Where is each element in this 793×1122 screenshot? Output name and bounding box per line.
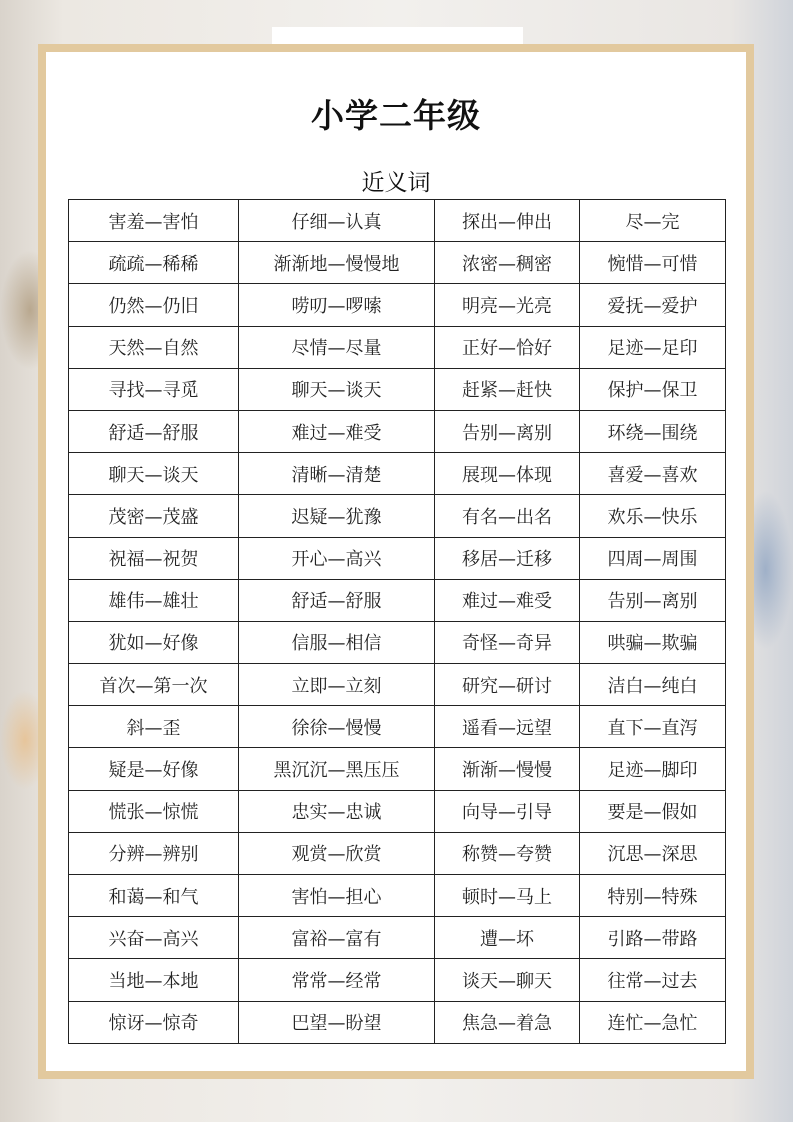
page-title: 小学二年级 (311, 96, 481, 135)
synonym-cell: 兴奋—高兴 (69, 917, 239, 959)
table-row (69, 495, 726, 537)
synonym-cell: 洁白—纯白 (580, 664, 726, 706)
synonym-cell: 当地—本地 (69, 959, 239, 1001)
synonym-cell: 有名—出名 (435, 495, 580, 537)
synonym-cell: 惋惜—可惜 (580, 242, 726, 284)
synonym-cell: 天然—自然 (69, 326, 239, 368)
synonym-cell: 爱抚—爱护 (580, 284, 726, 326)
synonym-cell: 正好—恰好 (435, 326, 580, 368)
synonym-table (68, 199, 726, 1044)
synonym-cell: 移居—迁移 (435, 537, 580, 579)
synonym-cell: 和蔼—和气 (69, 875, 239, 917)
synonym-cell: 害怕—担心 (239, 875, 435, 917)
synonym-cell: 喜爱—喜欢 (580, 453, 726, 495)
synonym-cell: 连忙—急忙 (580, 1001, 726, 1043)
table-row (69, 917, 726, 959)
table-row (69, 1001, 726, 1043)
synonym-cell: 遥看—远望 (435, 706, 580, 748)
synonym-cell: 慌张—惊慌 (69, 790, 239, 832)
synonym-cell: 要是—假如 (580, 790, 726, 832)
table-row (69, 368, 726, 410)
top-tab-strip (272, 27, 523, 45)
synonym-cell: 徐徐—慢慢 (239, 706, 435, 748)
synonym-cell: 黑沉沉—黑压压 (239, 748, 435, 790)
synonym-cell: 惊讶—惊奇 (69, 1001, 239, 1043)
table-row (69, 537, 726, 579)
synonym-cell: 向导—引导 (435, 790, 580, 832)
table-row (69, 326, 726, 368)
synonym-cell: 舒适—舒服 (69, 410, 239, 452)
table-row (69, 242, 726, 284)
document-paper (46, 52, 746, 1071)
synonym-cell: 聊天—谈天 (69, 453, 239, 495)
table-row (69, 410, 726, 452)
synonym-cell: 害羞—害怕 (69, 200, 239, 242)
synonym-cell: 沉思—深思 (580, 832, 726, 874)
synonym-cell: 尽情—尽量 (239, 326, 435, 368)
synonym-cell: 巴望—盼望 (239, 1001, 435, 1043)
synonym-cell: 遭—坏 (435, 917, 580, 959)
synonym-cell: 唠叨—啰嗦 (239, 284, 435, 326)
synonym-cell: 探出—伸出 (435, 200, 580, 242)
synonym-cell: 忠实—忠诚 (239, 790, 435, 832)
synonym-cell: 浓密—稠密 (435, 242, 580, 284)
synonym-cell: 难过—难受 (435, 579, 580, 621)
table-row (69, 453, 726, 495)
synonym-cell: 焦急—着急 (435, 1001, 580, 1043)
synonym-cell: 直下—直泻 (580, 706, 726, 748)
synonym-cell: 渐渐—慢慢 (435, 748, 580, 790)
synonym-cell: 环绕—围绕 (580, 410, 726, 452)
synonym-cell: 斜—歪 (69, 706, 239, 748)
section-title: 近义词 (361, 170, 431, 196)
synonym-cell: 首次—第一次 (69, 664, 239, 706)
synonym-cell: 足迹—脚印 (580, 748, 726, 790)
synonym-cell: 迟疑—犹豫 (239, 495, 435, 537)
table-row (69, 664, 726, 706)
synonym-cell: 开心—高兴 (239, 537, 435, 579)
table-row (69, 579, 726, 621)
synonym-cell: 聊天—谈天 (239, 368, 435, 410)
synonym-cell: 仍然—仍旧 (69, 284, 239, 326)
synonym-cell: 渐渐地—慢慢地 (239, 242, 435, 284)
synonym-cell: 引路—带路 (580, 917, 726, 959)
table-row (69, 284, 726, 326)
synonym-cell: 展现—体现 (435, 453, 580, 495)
synonym-cell: 保护—保卫 (580, 368, 726, 410)
synonym-cell: 告别—离别 (580, 579, 726, 621)
synonym-cell: 寻找—寻觅 (69, 368, 239, 410)
synonym-cell: 尽—完 (580, 200, 726, 242)
synonym-cell: 茂密—茂盛 (69, 495, 239, 537)
synonym-cell: 奇怪—奇异 (435, 621, 580, 663)
synonym-cell: 雄伟—雄壮 (69, 579, 239, 621)
table-row (69, 200, 726, 242)
synonym-cell: 称赞—夸赞 (435, 832, 580, 874)
synonym-cell: 信服—相信 (239, 621, 435, 663)
synonym-cell: 富裕—富有 (239, 917, 435, 959)
synonym-cell: 研究—研讨 (435, 664, 580, 706)
synonym-cell: 四周—周围 (580, 537, 726, 579)
table-row (69, 790, 726, 832)
synonym-cell: 分辨—辨别 (69, 832, 239, 874)
synonym-cell: 告别—离别 (435, 410, 580, 452)
synonym-cell: 足迹—足印 (580, 326, 726, 368)
table-row (69, 748, 726, 790)
synonym-cell: 哄骗—欺骗 (580, 621, 726, 663)
synonym-cell: 欢乐—快乐 (580, 495, 726, 537)
synonym-cell: 谈天—聊天 (435, 959, 580, 1001)
table-row (69, 875, 726, 917)
synonym-cell: 犹如—好像 (69, 621, 239, 663)
table-row (69, 621, 726, 663)
synonym-cell: 特别—特殊 (580, 875, 726, 917)
synonym-cell: 明亮—光亮 (435, 284, 580, 326)
document-frame (38, 44, 754, 1079)
synonym-cell: 祝福—祝贺 (69, 537, 239, 579)
synonym-cell: 难过—难受 (239, 410, 435, 452)
synonym-cell: 常常—经常 (239, 959, 435, 1001)
synonym-table-body (69, 200, 726, 1044)
synonym-cell: 赶紧—赶快 (435, 368, 580, 410)
synonym-cell: 清晰—清楚 (239, 453, 435, 495)
synonym-cell: 观赏—欣赏 (239, 832, 435, 874)
synonym-cell: 顿时—马上 (435, 875, 580, 917)
table-row (69, 706, 726, 748)
synonym-cell: 疏疏—稀稀 (69, 242, 239, 284)
synonym-cell: 往常—过去 (580, 959, 726, 1001)
synonym-cell: 疑是—好像 (69, 748, 239, 790)
table-row (69, 959, 726, 1001)
table-row (69, 832, 726, 874)
synonym-cell: 舒适—舒服 (239, 579, 435, 621)
synonym-cell: 仔细—认真 (239, 200, 435, 242)
synonym-cell: 立即—立刻 (239, 664, 435, 706)
